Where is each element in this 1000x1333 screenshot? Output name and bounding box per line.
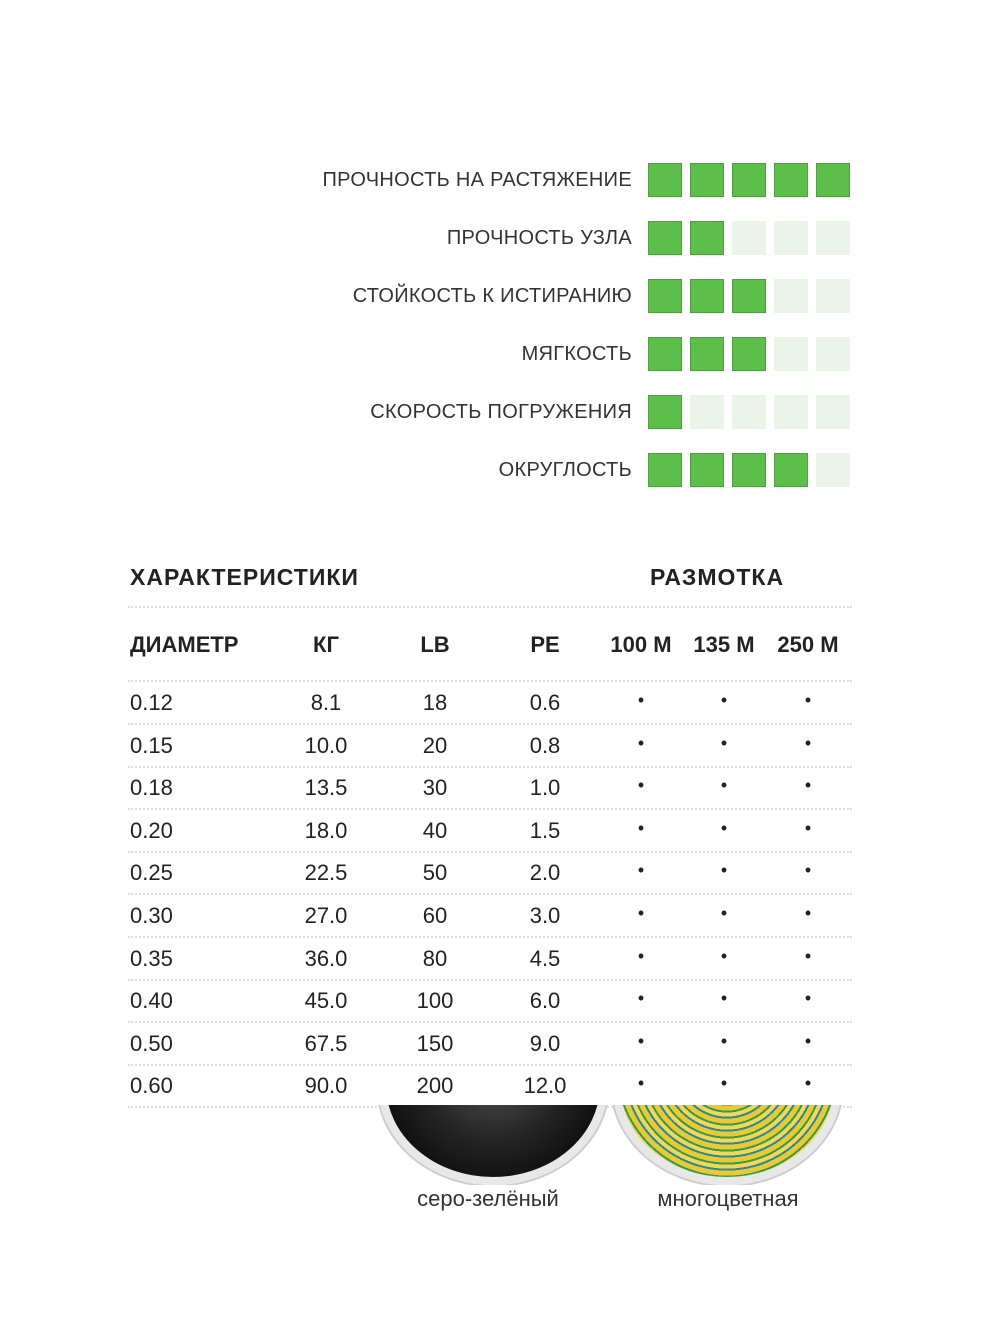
rating-square-empty	[732, 395, 766, 429]
table-cell: 27.0	[304, 903, 348, 928]
table-cell: 0.6	[529, 690, 561, 715]
availability-dot: •	[637, 775, 645, 796]
rating-square-empty	[774, 279, 808, 313]
table-cell: 30	[422, 775, 448, 801]
table-cell: 100	[416, 988, 454, 1014]
table-cell: 60	[422, 903, 448, 928]
table-cell: 90.0	[304, 1073, 348, 1099]
rating-square-filled	[732, 337, 766, 371]
divider	[128, 808, 852, 810]
rating-square-empty	[816, 337, 850, 371]
table-cell: 0.8	[529, 732, 561, 758]
availability-dot: •	[804, 860, 812, 881]
table-cell: 150	[416, 1030, 454, 1056]
rating-square-empty	[816, 453, 850, 487]
availability-dot: •	[637, 732, 645, 753]
spool-image-multicolor	[612, 1105, 852, 1185]
table-cell: 0.12	[130, 690, 173, 715]
color-label-grey-green: серо-зелёный	[417, 1186, 559, 1211]
availability-dot: •	[804, 903, 812, 923]
rating-label: ПРОЧНОСТЬ УЗЛА	[446, 227, 632, 249]
table-cell: 2.0	[529, 860, 561, 886]
table-cell: 20	[422, 732, 448, 758]
table-cell: 0.20	[130, 817, 173, 843]
availability-dot: •	[804, 690, 812, 710]
availability-dot: •	[637, 1073, 645, 1094]
table-cell: 8.1	[310, 690, 342, 715]
rating-square-empty	[816, 395, 850, 429]
availability-dot: •	[720, 1030, 728, 1051]
divider	[128, 893, 852, 895]
rating-row	[0, 221, 1000, 255]
column-header: 250 М	[777, 632, 839, 657]
rating-square-empty	[732, 221, 766, 255]
availability-dot: •	[720, 690, 728, 710]
availability-dot: •	[720, 860, 728, 881]
availability-dot: •	[804, 988, 812, 1009]
rating-label: ОКРУГЛОСТЬ	[498, 459, 632, 481]
table-cell: 80	[422, 945, 448, 971]
column-header: 100 М	[610, 632, 672, 657]
availability-dot: •	[804, 817, 812, 838]
availability-dot: •	[637, 988, 645, 1009]
availability-dot: •	[637, 903, 645, 923]
divider	[128, 1064, 852, 1066]
availability-dot: •	[637, 860, 645, 881]
table-cell: 6.0	[529, 988, 561, 1014]
availability-dot: •	[637, 945, 645, 966]
table-cell: 45.0	[304, 988, 348, 1014]
table-cell: 4.5	[529, 945, 561, 971]
availability-dot: •	[637, 690, 645, 710]
rating-square-filled	[690, 163, 724, 197]
table-cell: 18.0	[304, 817, 348, 843]
divider	[128, 723, 852, 725]
rating-square-filled	[648, 163, 682, 197]
rating-label: МЯГКОСТЬ	[521, 343, 632, 365]
rating-square-filled	[648, 337, 682, 371]
rating-row	[0, 279, 1000, 313]
rating-row	[0, 395, 1000, 429]
rating-square-filled	[648, 395, 682, 429]
rating-square-filled	[774, 163, 808, 197]
table-cell: 13.5	[304, 775, 348, 801]
characteristics-title: ХАРАКТЕРИСТИКИ	[130, 564, 359, 590]
table-cell: 3.0	[529, 903, 561, 928]
table-cell: 1.0	[529, 775, 561, 801]
table-cell: 67.5	[304, 1030, 348, 1056]
table-cell: 0.60	[130, 1073, 173, 1099]
divider	[128, 1021, 852, 1023]
availability-dot: •	[720, 945, 728, 966]
availability-dot: •	[720, 903, 728, 923]
column-header: КГ	[313, 632, 339, 657]
column-header: ДИАМЕТР	[130, 632, 239, 657]
divider	[128, 851, 852, 853]
availability-dot: •	[804, 945, 812, 966]
column-header: PE	[530, 632, 560, 657]
availability-dot: •	[804, 1073, 812, 1094]
availability-dot: •	[720, 775, 728, 796]
color-label-multicolor: многоцветная	[657, 1186, 799, 1211]
divider	[128, 936, 852, 938]
table-cell: 0.30	[130, 903, 173, 928]
divider	[128, 606, 852, 608]
rating-square-filled	[774, 453, 808, 487]
rating-square-filled	[732, 453, 766, 487]
table-cell: 9.0	[529, 1030, 561, 1056]
table-cell: 22.5	[304, 860, 348, 886]
rating-square-filled	[648, 279, 682, 313]
table-cell: 0.50	[130, 1030, 173, 1056]
spool-title: РАЗМОТКА	[650, 564, 785, 590]
rating-label: ПРОЧНОСТЬ НА РАСТЯЖЕНИЕ	[322, 169, 632, 191]
table-cell: 18	[422, 690, 448, 715]
availability-dot: •	[804, 775, 812, 796]
availability-dot: •	[720, 732, 728, 753]
availability-dot: •	[804, 1030, 812, 1051]
rating-square-filled	[648, 221, 682, 255]
rating-square-empty	[816, 279, 850, 313]
rating-square-empty	[816, 221, 850, 255]
table-cell: 0.18	[130, 775, 173, 801]
table-cell: 1.5	[529, 817, 561, 843]
rating-square-empty	[774, 337, 808, 371]
availability-dot: •	[720, 988, 728, 1009]
rating-square-filled	[648, 453, 682, 487]
rating-square-empty	[774, 395, 808, 429]
table-cell: 0.40	[130, 988, 173, 1014]
divider	[128, 680, 852, 682]
column-header: 135 М	[693, 632, 755, 657]
divider	[128, 766, 852, 768]
table-cell: 12.0	[523, 1073, 567, 1099]
rating-square-filled	[690, 337, 724, 371]
rating-square-filled	[690, 221, 724, 255]
rating-square-filled	[732, 279, 766, 313]
column-header: LB	[420, 632, 450, 657]
rating-square-filled	[690, 453, 724, 487]
table-cell: 36.0	[304, 945, 348, 971]
table-cell: 0.35	[130, 945, 173, 971]
rating-square-filled	[690, 279, 724, 313]
table-cell: 0.25	[130, 860, 173, 886]
availability-dot: •	[804, 732, 812, 753]
availability-dot: •	[720, 817, 728, 838]
rating-square-filled	[816, 163, 850, 197]
availability-dot: •	[720, 1073, 728, 1094]
rating-label: СТОЙКОСТЬ К ИСТИРАНИЮ	[352, 285, 632, 307]
rating-row	[0, 453, 1000, 487]
table-cell: 200	[416, 1073, 454, 1099]
table-cell: 40	[422, 817, 448, 843]
table-cell: 10.0	[304, 732, 348, 758]
rating-row	[0, 337, 1000, 371]
table-cell: 50	[422, 860, 448, 886]
availability-dot: •	[637, 1030, 645, 1051]
availability-dot: •	[637, 817, 645, 838]
rating-row	[0, 163, 1000, 197]
table-cell: 0.15	[130, 732, 173, 758]
rating-square-filled	[732, 163, 766, 197]
rating-square-empty	[774, 221, 808, 255]
spool-image-grey-green	[378, 1105, 614, 1185]
divider	[128, 979, 852, 981]
rating-square-empty	[690, 395, 724, 429]
rating-label: СКОРОСТЬ ПОГРУЖЕНИЯ	[370, 401, 632, 423]
